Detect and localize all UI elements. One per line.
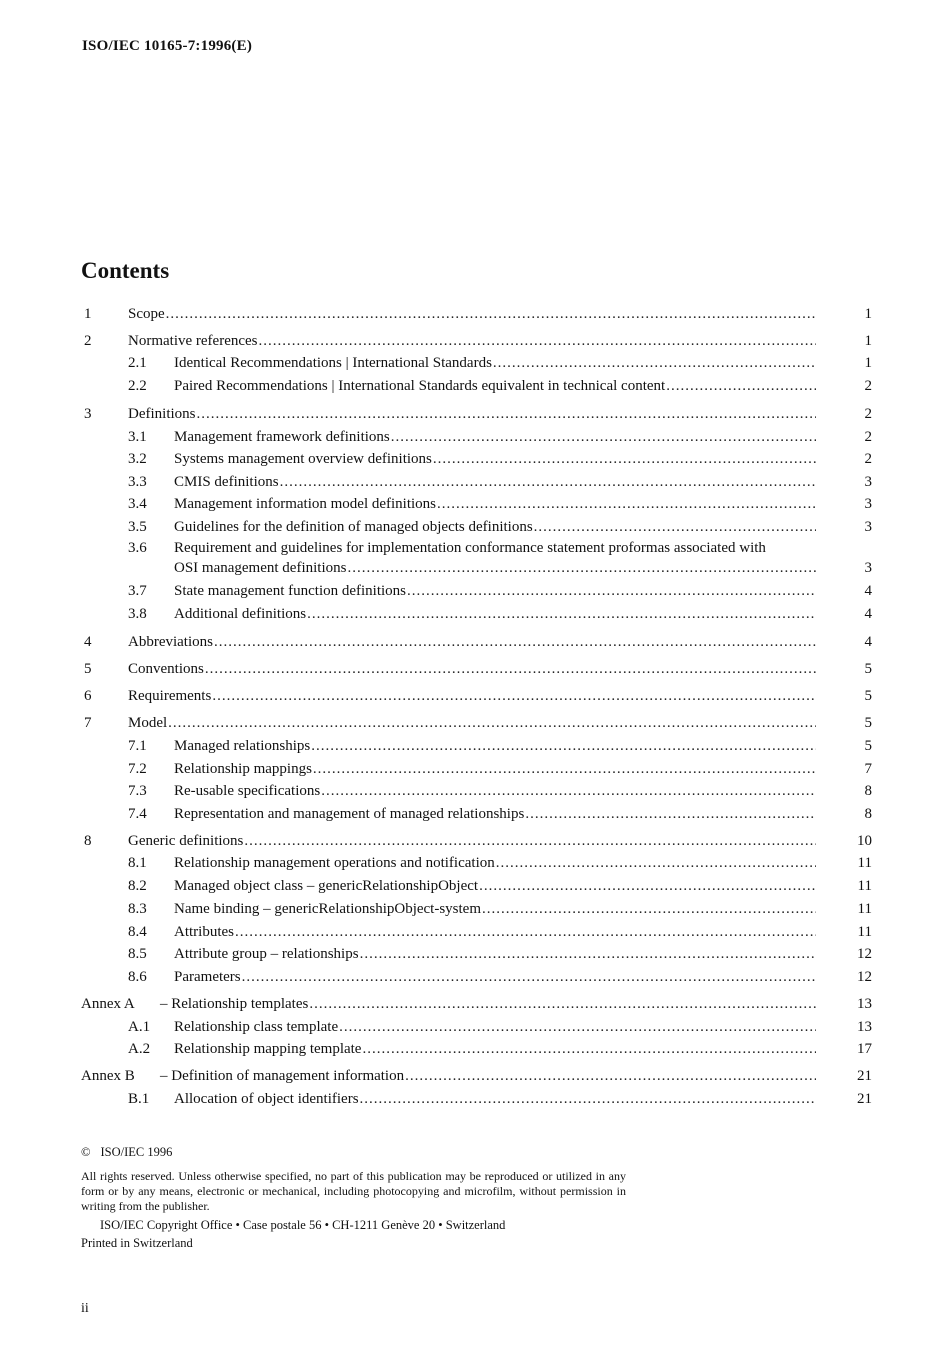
toc-entry-title[interactable]: Requirements (128, 688, 212, 704)
toc-entry-title-leader (174, 759, 816, 779)
dot-leader (405, 1066, 816, 1086)
toc-entry-page: 11 (857, 924, 872, 940)
toc-entry-title[interactable]: Relationship management operations and notification (174, 855, 495, 871)
toc-entry-title-leader (174, 604, 816, 624)
toc-entry-page: 1 (864, 306, 872, 322)
toc-entry-title[interactable]: Guidelines for the definition of managed objects definitions (174, 519, 533, 535)
toc-entry-title[interactable]: Allocation of object identifiers (174, 1091, 359, 1107)
toc-entry[interactable] (0, 967, 950, 987)
toc-entry-page: 2 (864, 429, 872, 445)
toc-entry-title[interactable]: Conventions (128, 661, 204, 677)
toc-entry-number: 2 (84, 333, 92, 349)
toc-entry-title[interactable]: Relationship class template (174, 1019, 339, 1035)
toc-entry-page: 21 (857, 1091, 872, 1107)
toc-entry-page: 11 (857, 901, 872, 917)
toc-entry-title[interactable]: Definitions (128, 406, 196, 422)
toc-entry-title-leader (128, 331, 816, 351)
dot-leader (534, 517, 816, 537)
toc-entry-title[interactable]: Representation and management of managed relationships (174, 806, 525, 822)
toc-entry[interactable] (0, 494, 950, 514)
toc-entry-number: 7.1 (128, 738, 147, 754)
toc-entry-page: 2 (864, 378, 872, 394)
toc-entry[interactable] (0, 517, 950, 537)
toc-entry[interactable] (0, 659, 950, 679)
dot-leader (313, 759, 816, 779)
copyright-notice (81, 1145, 641, 1160)
toc-entry-page: 7 (864, 761, 872, 777)
toc-entry[interactable] (0, 922, 950, 942)
toc-entry-title-leader (174, 944, 816, 964)
dot-leader (391, 427, 816, 447)
toc-entry-title[interactable]: Relationship mappings (174, 761, 312, 777)
toc-entry-number: A.2 (128, 1041, 151, 1057)
toc-entry-title-leader (174, 736, 816, 756)
dot-leader (214, 632, 816, 652)
toc-entry-title[interactable]: Normative references (128, 333, 258, 349)
toc-entry-page: 3 (864, 474, 872, 490)
toc-entry-title-leader (128, 404, 816, 424)
toc-entry-number: 7.2 (128, 761, 147, 777)
toc-entry-number: Annex B (81, 1068, 135, 1084)
copyright-icon: © (81, 1145, 91, 1159)
toc-entry[interactable] (0, 353, 950, 373)
toc-entry-number: 7.3 (128, 783, 147, 799)
toc-entry-title-leader (174, 376, 816, 396)
toc-entry-number: 3.2 (128, 451, 147, 467)
toc-entry[interactable] (0, 1089, 950, 1109)
dot-leader (407, 581, 816, 601)
dot-leader (360, 944, 816, 964)
toc-entry-number: 8.5 (128, 946, 147, 962)
dot-leader (360, 1089, 816, 1109)
toc-entry-page: 5 (864, 715, 872, 731)
toc-entry[interactable] (0, 632, 950, 652)
toc-entry-number: 1 (84, 306, 92, 322)
dot-leader (212, 686, 816, 706)
toc-entry-title[interactable]: Paired Recommendations | International Standards equivalent in technical content (174, 378, 666, 394)
toc-entry-title-leader (174, 494, 816, 514)
toc-entry-title-leader (174, 449, 816, 469)
dot-leader (242, 967, 816, 987)
copyright-line: ISO/IEC 1996 (100, 1145, 173, 1159)
dot-leader (280, 472, 816, 492)
toc-entry-title[interactable]: Scope (128, 306, 165, 322)
toc-entry-title[interactable]: – Definition of management information (160, 1068, 405, 1084)
document-id-header: ISO/IEC 10165-7:1996(E) (82, 38, 253, 54)
toc-entry-number: 3.3 (128, 474, 147, 490)
toc-entry[interactable] (0, 853, 950, 873)
toc-entry-number: 3.8 (128, 606, 147, 622)
toc-entry-number: A.1 (128, 1019, 151, 1035)
dot-leader (437, 494, 816, 514)
toc-entry-number: 8.3 (128, 901, 147, 917)
toc-entry-title[interactable]: – Relationship templates (160, 996, 309, 1012)
toc-entry-page: 13 (857, 996, 872, 1012)
toc-entry-title[interactable]: Identical Recommendations | International Standards (174, 355, 492, 371)
toc-entry-title-leader (128, 713, 816, 733)
toc-entry-title[interactable]: Management framework definitions (174, 429, 390, 445)
toc-entry-title-leader (174, 472, 816, 492)
toc-entry-title-leader (174, 517, 816, 537)
dot-leader (311, 736, 816, 756)
dot-leader (493, 353, 816, 373)
toc-entry-title-leader (174, 353, 816, 373)
toc-entry[interactable] (0, 876, 950, 896)
toc-entry[interactable] (0, 581, 950, 601)
toc-entry-number: Annex A (81, 996, 135, 1012)
toc-entry[interactable] (0, 994, 950, 1014)
toc-entry-page: 4 (864, 606, 872, 622)
toc-entry-page: 8 (864, 783, 872, 799)
toc-entry-page: 12 (857, 969, 872, 985)
toc-entry-title[interactable]: CMIS definitions (174, 474, 279, 490)
dot-leader (525, 804, 816, 824)
toc-entry-number: 4 (84, 634, 92, 650)
dot-leader (321, 781, 816, 801)
dot-leader (496, 853, 816, 873)
toc-entry-title-leader (174, 922, 816, 942)
toc-entry[interactable] (0, 736, 950, 756)
toc-entry-page: 21 (857, 1068, 872, 1084)
toc-entry-number: 8.1 (128, 855, 147, 871)
toc-entry-title[interactable]: State management function definitions (174, 583, 407, 599)
toc-entry-title-leader (160, 994, 816, 1014)
toc-entry-page: 3 (864, 560, 872, 576)
toc-entry-number: 3.5 (128, 519, 147, 535)
toc-entry-title[interactable]: Relationship mapping template (174, 1041, 362, 1057)
toc-entry-number: 7.4 (128, 806, 147, 822)
toc-entry-page: 5 (864, 688, 872, 704)
toc-entry-title[interactable]: Managed relationships (174, 738, 311, 754)
toc-entry[interactable] (0, 781, 950, 801)
toc-entry[interactable] (0, 759, 950, 779)
toc-entry-title[interactable]: Management information model definitions (174, 496, 437, 512)
toc-entry-title[interactable]: OSI management definitions (174, 560, 347, 576)
toc-entry[interactable] (0, 604, 950, 624)
dot-leader (168, 713, 816, 733)
toc-entry-title-leader (174, 427, 816, 447)
toc-entry-title-leader (128, 831, 816, 851)
dot-leader (347, 558, 816, 578)
toc-entry-number: 8.6 (128, 969, 147, 985)
toc-entry[interactable] (0, 804, 950, 824)
toc-entry-number: 3.7 (128, 583, 147, 599)
toc-entry-title-leader (174, 967, 816, 987)
toc-entry[interactable] (0, 304, 950, 324)
toc-entry-page: 4 (864, 583, 872, 599)
toc-entry[interactable] (0, 404, 950, 424)
rights-statement: All rights reserved. Unless otherwise specified, no part of this publication may be reproduced or utilized in any form or by any means, electronic or mechanical, including photocopying and microfilm, without permission in writing from the publisher. (81, 1169, 626, 1213)
dot-leader (433, 449, 816, 469)
toc-entry-title[interactable]: Re-usable specifications (174, 783, 321, 799)
toc-entry-page: 5 (864, 738, 872, 754)
dot-leader (235, 922, 816, 942)
dot-leader (309, 994, 816, 1014)
toc-entry-title[interactable]: Systems management overview definitions (174, 451, 432, 467)
dot-leader (339, 1017, 816, 1037)
dot-leader (197, 404, 817, 424)
toc-entry-number: 2.1 (128, 355, 147, 371)
dot-leader (244, 831, 816, 851)
toc-entry-page: 11 (857, 878, 872, 894)
toc-entry-page: 3 (864, 496, 872, 512)
dot-leader (479, 876, 816, 896)
toc-entry-title[interactable]: Name binding – genericRelationshipObject-system (174, 901, 482, 917)
dot-leader (482, 899, 816, 919)
toc-entry-page: 11 (857, 855, 872, 871)
toc-entry-number: 3.6 (128, 540, 147, 556)
toc-entry-title-leader (160, 1066, 816, 1086)
printed-in-statement: Printed in Switzerland (81, 1236, 193, 1250)
toc-entry-title[interactable]: Model (128, 715, 168, 731)
dot-leader (205, 659, 816, 679)
toc-entry-title[interactable]: Managed object class – genericRelationshipObject (174, 878, 479, 894)
toc-entry[interactable] (0, 713, 950, 733)
toc-entry-page: 1 (864, 333, 872, 349)
toc-entry-title-leader (174, 899, 816, 919)
toc-entry[interactable] (0, 427, 950, 447)
toc-entry-number: 3 (84, 406, 92, 422)
toc-entry-title-line1: Requirement and guidelines for implementation conformance statement proformas associated with (174, 540, 766, 556)
dot-leader (362, 1039, 816, 1059)
dot-leader (166, 304, 816, 324)
toc-entry-page: 4 (864, 634, 872, 650)
toc-entry-number: 8.2 (128, 878, 147, 894)
toc-entry[interactable] (0, 472, 950, 492)
dot-leader (259, 331, 816, 351)
toc-entry-page: 3 (864, 519, 872, 535)
toc-entry-page: 12 (857, 946, 872, 962)
toc-entry[interactable] (0, 1039, 950, 1059)
toc-entry[interactable] (0, 899, 950, 919)
toc-entry-page: 2 (864, 451, 872, 467)
toc-entry-title[interactable]: Attributes (174, 924, 234, 940)
toc-entry-page: 10 (857, 833, 872, 849)
toc-entry-title-leader (128, 304, 816, 324)
toc-entry-title[interactable]: Parameters (174, 969, 241, 985)
toc-entry[interactable] (0, 376, 950, 396)
toc-entry[interactable] (0, 686, 950, 706)
toc-entry[interactable] (0, 831, 950, 851)
toc-entry-title[interactable]: Abbreviations (128, 634, 213, 650)
toc-entry-page: 5 (864, 661, 872, 677)
toc-entry-number: 5 (84, 661, 92, 677)
toc-entry-title-leader (128, 659, 816, 679)
toc-entry-title-leader (174, 853, 816, 873)
toc-entry-title-leader (174, 1089, 816, 1109)
page-title: Contents (81, 258, 170, 283)
toc-entry[interactable] (0, 449, 950, 469)
toc-entry[interactable] (0, 1017, 950, 1037)
toc-entry-title[interactable]: Attribute group – relationships (174, 946, 359, 962)
toc-entry-number: 8.4 (128, 924, 147, 940)
toc-entry-page: 1 (864, 355, 872, 371)
toc-entry-title[interactable]: Generic definitions (128, 833, 244, 849)
toc-entry-title-leader (174, 876, 816, 896)
toc-entry-title-leader (128, 632, 816, 652)
toc-entry-title-leader (174, 781, 816, 801)
toc-entry[interactable] (0, 331, 950, 351)
toc-entry-number: B.1 (128, 1091, 150, 1107)
toc-entry-title-leader (174, 804, 816, 824)
toc-entry-page: 13 (857, 1019, 872, 1035)
toc-entry-number: 6 (84, 688, 92, 704)
toc-entry[interactable] (0, 1066, 950, 1086)
toc-entry-title-leader (128, 686, 816, 706)
toc-entry-number: 8 (84, 833, 92, 849)
toc-entry-number: 3.1 (128, 429, 147, 445)
toc-entry-page: 2 (864, 406, 872, 422)
dot-leader (307, 604, 816, 624)
dot-leader (666, 376, 816, 396)
toc-entry-number: 2.2 (128, 378, 147, 394)
copyright-office-address: ISO/IEC Copyright Office • Case postale 56 • CH-1211 Genève 20 • Switzerland (100, 1218, 506, 1232)
toc-entry-page: 17 (857, 1041, 872, 1057)
toc-entry-page: 8 (864, 806, 872, 822)
toc-entry-title[interactable]: Additional definitions (174, 606, 307, 622)
toc-entry-title-leader (174, 558, 816, 578)
toc-entry-title-leader (174, 1039, 816, 1059)
page-number: ii (81, 1301, 89, 1316)
toc-entry-number: 7 (84, 715, 92, 731)
toc-entry-title-leader (174, 1017, 816, 1037)
toc-entry-number: 3.4 (128, 496, 147, 512)
toc-entry[interactable] (0, 944, 950, 964)
toc-entry-title-leader (174, 581, 816, 601)
